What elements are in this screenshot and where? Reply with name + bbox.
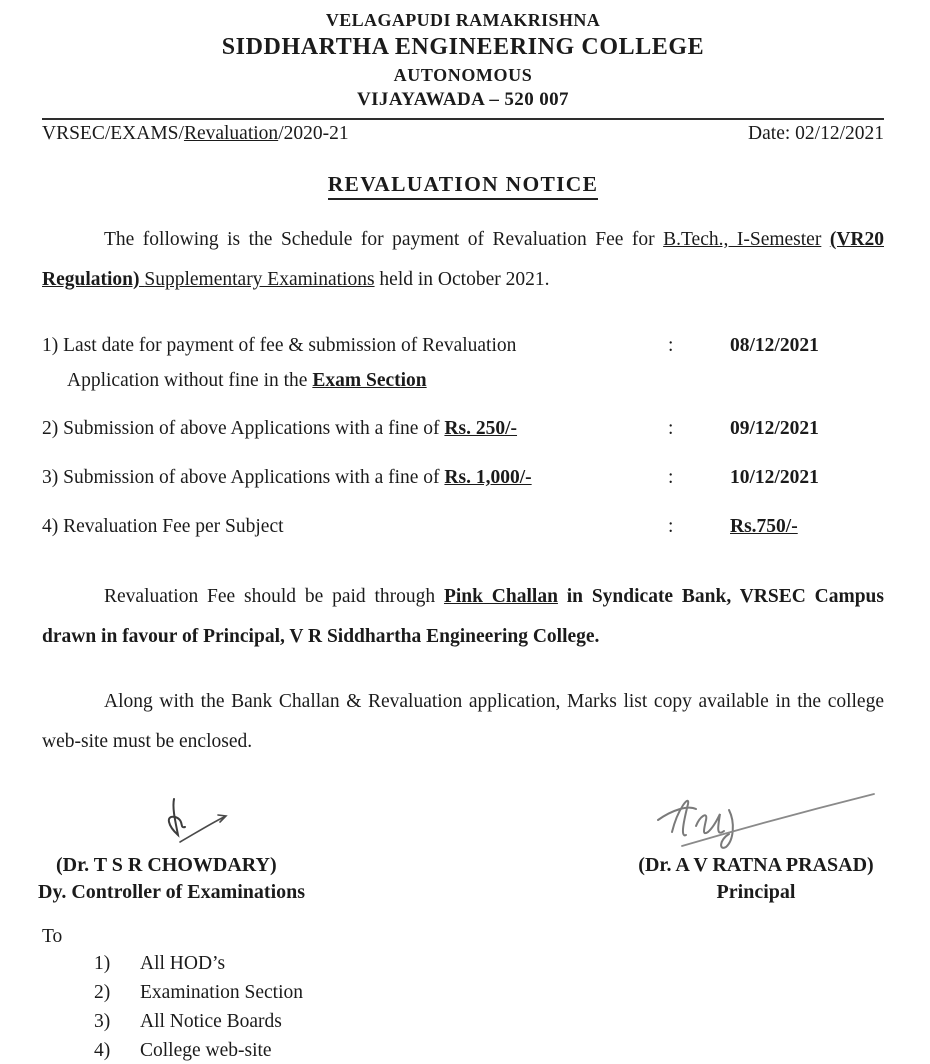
schedule-row-4-description — [42, 510, 654, 545]
signature-row — [38, 786, 884, 906]
item-number: 2) — [42, 418, 59, 440]
signatory-right-name: (Dr. A V RATNA PRASAD) — [638, 854, 874, 877]
schedule-row-3-value: 10/12/2021 — [730, 467, 819, 489]
intro-regulation-bold: (VR20 Regulation) — [42, 229, 884, 290]
intro-text-2: held in October 2021. — [379, 268, 550, 290]
distribution-item-number: 2) — [94, 982, 111, 1004]
item-text-line1: Last date for payment of fee & submission of Revaluation — [63, 334, 517, 356]
colon-separator: : — [668, 418, 674, 440]
item-text-line2: Application without fine in the — [67, 369, 308, 391]
item-number: 4) — [42, 515, 59, 537]
signatory-left — [38, 796, 306, 906]
reference-row — [42, 120, 884, 145]
enclosure-paragraph: Along with the Bank Challan & Revaluation application, Marks list copy available in the college web-site must be enclosed. — [42, 691, 884, 753]
intro-exams: Supplementary Examinations — [144, 268, 375, 290]
distribution-to-label: To — [42, 926, 63, 948]
item-text: Submission of above Applications with a fine of — [63, 418, 440, 440]
signatory-left-title: Dy. Controller of Examinations — [38, 881, 306, 904]
distribution-item-number: 1) — [94, 953, 111, 975]
schedule-row-2 — [42, 412, 884, 447]
item-text-emphasis: Rs. 1,000/- — [444, 467, 532, 489]
reference-number — [42, 123, 349, 145]
item-text: Revaluation Fee per Subject — [63, 515, 284, 537]
signature-dy-controller-drawing — [134, 796, 284, 852]
payment-paragraph — [42, 577, 884, 657]
notice-date: Date: 02/12/2021 — [748, 123, 884, 144]
distribution-item-text: College web-site — [140, 1040, 272, 1062]
item-number: 1) — [42, 334, 59, 356]
schedule-row-3 — [42, 461, 884, 496]
distribution-item-text: All Notice Boards — [140, 1011, 282, 1033]
title-row — [42, 172, 884, 197]
signatory-right — [630, 786, 882, 906]
ref-word-underlined: Revaluation — [183, 123, 279, 144]
payment-challan-emphasis: Pink Challan — [443, 586, 558, 608]
distribution-item — [42, 952, 884, 977]
letterhead — [42, 10, 884, 111]
colon-separator: : — [668, 515, 674, 537]
signature-principal-drawing — [630, 786, 882, 852]
schedule-row-2-description — [42, 412, 654, 447]
schedule-row-2-value: 09/12/2021 — [730, 418, 819, 440]
distribution-item — [42, 981, 884, 1006]
schedule-row-1-description — [42, 329, 654, 398]
intro-text-1: The following is the Schedule for payment of Revaluation Fee for — [104, 229, 655, 250]
item-text-emphasis: Rs. 250/- — [444, 418, 518, 440]
notice-title: REVALUATION NOTICE — [328, 172, 599, 200]
distribution-item-number: 3) — [94, 1011, 111, 1033]
payment-text: Revaluation Fee should be paid through — [104, 586, 436, 608]
intro-paragraph — [42, 220, 884, 300]
schedule-row-1-value: 08/12/2021 — [730, 334, 819, 356]
distribution-item-text: Examination Section — [140, 982, 304, 1004]
ref-prefix: VRSEC/EXAMS/ — [42, 123, 184, 144]
distribution-item-text: All HOD’s — [140, 953, 226, 975]
item-text: Submission of above Applications with a fine of — [63, 467, 440, 489]
schedule-row-4 — [42, 510, 884, 545]
schedule-row-3-description — [42, 461, 654, 496]
item-number: 3) — [42, 467, 59, 489]
signatory-left-name: (Dr. T S R CHOWDARY) — [56, 854, 277, 877]
org-name-line1: VELAGAPUDI RAMAKRISHNA — [325, 10, 601, 30]
distribution-item-number: 4) — [94, 1040, 111, 1062]
schedule-row-1 — [42, 329, 884, 398]
intro-course: B.Tech., I-Semester — [663, 229, 822, 250]
distribution-list — [42, 926, 884, 1064]
ref-suffix: /2020-21 — [278, 123, 349, 144]
org-name-line2: SIDDHARTHA ENGINEERING COLLEGE — [221, 34, 705, 60]
org-autonomous-label: AUTONOMOUS — [393, 65, 533, 85]
schedule-row-4-value: Rs.750/- — [730, 515, 798, 537]
payment-bank-emphasis: in Syndicate Bank, VRSEC Campus drawn in favour of Principal, V R Siddhartha Engineering College. — [42, 586, 884, 648]
colon-separator: : — [668, 467, 674, 489]
signatory-right-title: Principal — [716, 881, 796, 904]
org-address: VIJAYAWADA – 520 007 — [357, 89, 569, 110]
fee-schedule — [42, 329, 884, 545]
colon-separator: : — [668, 334, 674, 356]
signature-dy-controller — [134, 796, 305, 852]
distribution-item — [42, 1039, 884, 1064]
item-text-emphasis: Exam Section — [312, 369, 427, 391]
distribution-item — [42, 1010, 884, 1035]
